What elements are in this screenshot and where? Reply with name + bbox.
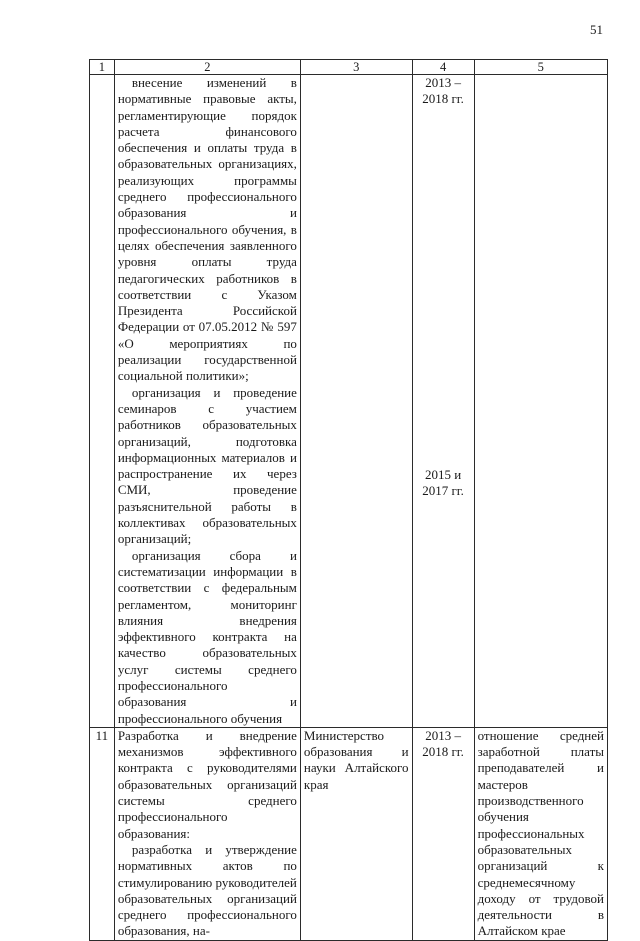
period-text: 2013 – 2018 гг.: [422, 75, 464, 107]
measure-description-cell: [114, 727, 300, 940]
measure-description-cell: [114, 75, 300, 728]
indicator-cell: отношение средней заработной платы преподавателей и мастеров производственного обучения профессиональных образовательных организаций к среднемесячному доходу от трудовой деятельности в Алтайском крае: [474, 727, 607, 940]
period-cell: [412, 75, 474, 728]
table-row: [90, 75, 608, 728]
period-text: 2015 и 2017 гг.: [422, 466, 464, 498]
header-cell: 1: [90, 60, 115, 75]
measure-paragraph: внесение изменений в нормативные правовые акты, регламентирующие порядок расчета финансового обеспечения и оплаты труда в образовательных организациях, реализующих программы среднего профессионального образования и профессионального обучения, в целях обеспечения заявленного уровня оплаты труда педагогических работников в соответствии с Указом Президента Российской Федерации от 07.05.2012 № 597 «О мероприятиях по реализации государственной социальной политики»;: [117, 75, 297, 384]
period-spacer: [416, 108, 471, 467]
measures-table: [89, 59, 608, 941]
responsible-cell: Министерство образования и науки Алтайского края: [300, 727, 412, 940]
row-number-cell: [90, 75, 115, 728]
period-cell: 2013 – 2018 гг.: [412, 727, 474, 940]
header-cell: 5: [474, 60, 607, 75]
measure-paragraph: разработка и утверждение нормативных актов по стимулированию руководителей образовательных организаций среднего профессионального образования, на-: [117, 841, 297, 939]
indicator-cell: [474, 75, 607, 728]
header-cell: 2: [114, 60, 300, 75]
page-number: 51: [590, 22, 603, 37]
header-cell: 3: [300, 60, 412, 75]
table-row: [90, 727, 608, 940]
table-header-row: [90, 60, 608, 75]
row-number-cell: 11: [90, 727, 115, 940]
responsible-cell: [300, 75, 412, 728]
header-cell: 4: [412, 60, 474, 75]
measure-paragraph: организация сбора и систематизации информации в соответствии с федеральным регламентом, мониторинг влияния внедрения эффективного контракта на качество образовательных услуг системы среднего профессионального образования и профессионального обучения: [117, 547, 297, 726]
measure-paragraph: Разработка и внедрение механизмов эффективного контракта с руководителями образовательных организаций системы среднего профессионального образования:: [117, 727, 297, 841]
measure-paragraph: организация и проведение семинаров с участием работников образовательных организаций, подготовка информационных материалов и распространение их через СМИ, проведение разъяснительной работы в коллективах образовательных организаций;: [117, 384, 297, 547]
